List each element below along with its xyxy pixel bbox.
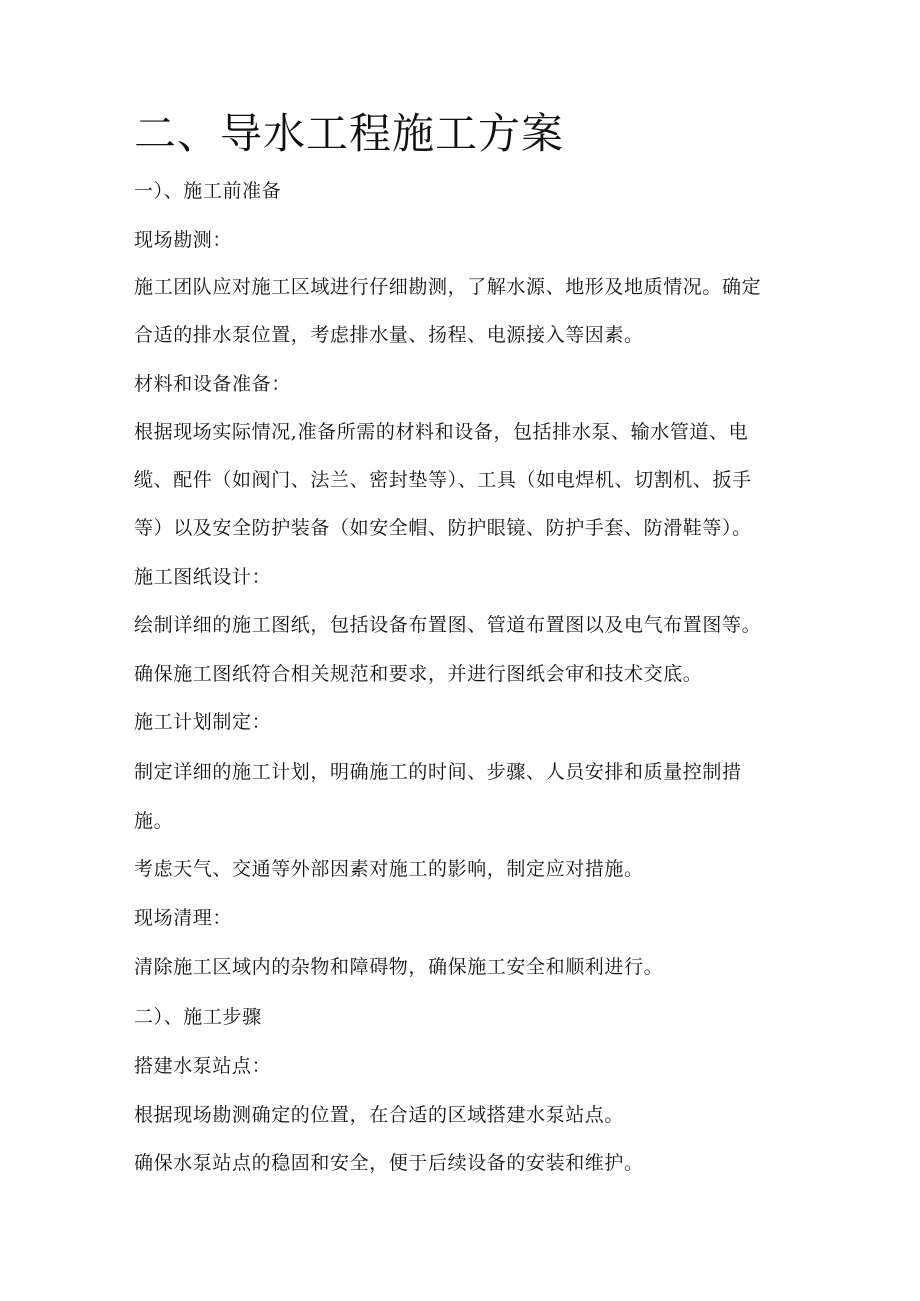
paragraph-line: 制定详细的施工计划，明确施工的时间、步骤、人员安排和质量控制措 [134,761,742,783]
subheading-materials: 材料和设备准备： [134,373,291,395]
paragraph-line: 绘制详细的施工图纸，包括设备布置图、管道布置图以及电气布置图等。 [134,614,762,636]
paragraph-line: 施。 [134,810,174,832]
paragraph-line: 考虑天气、交通等外部因素对施工的影响，制定应对措施。 [134,858,644,880]
paragraph-line: 清除施工区域内的杂物和障碍物，确保施工安全和顺利进行。 [134,956,664,978]
subheading-drawings: 施工图纸设计： [134,566,272,588]
subheading-plan: 施工计划制定： [134,711,272,733]
paragraph-line: 缆、配件（如阀门、法兰、密封垫等）、工具（如电焊机、切割机、扳手 [134,469,752,491]
paragraph-line: 根据现场实际情况,准备所需的材料和设备，包括排水泵、输水管道、电 [134,421,749,443]
paragraph-line: 确保水泵站点的稳固和安全，便于后续设备的安装和维护。 [134,1152,644,1174]
paragraph-line: 根据现场勘测确定的位置，在合适的区域搭建水泵站点。 [134,1104,625,1126]
subheading-pump-station: 搭建水泵站点： [134,1055,272,1077]
paragraph-line: 合适的排水泵位置，考虑排水量、扬程、电源接入等因素。 [134,324,644,346]
document-title: 二、导水工程施工方案 [134,109,565,158]
paragraph-line: 施工团队应对施工区域进行仔细勘测，了解水源、地形及地质情况。确定 [134,276,762,298]
subheading-cleanup: 现场清理： [134,907,233,929]
paragraph-line: 等）以及安全防护装备（如安全帽、防护眼镜、防护手套、防滑鞋等）。 [134,517,752,539]
section-heading-steps: 二）、施工步骤 [134,1006,262,1028]
paragraph-line: 确保施工图纸符合相关规范和要求，并进行图纸会审和技术交底。 [134,663,703,685]
section-heading-preparation: 一）、施工前准备 [134,180,282,202]
subheading-site-survey: 现场勘测： [134,229,233,251]
